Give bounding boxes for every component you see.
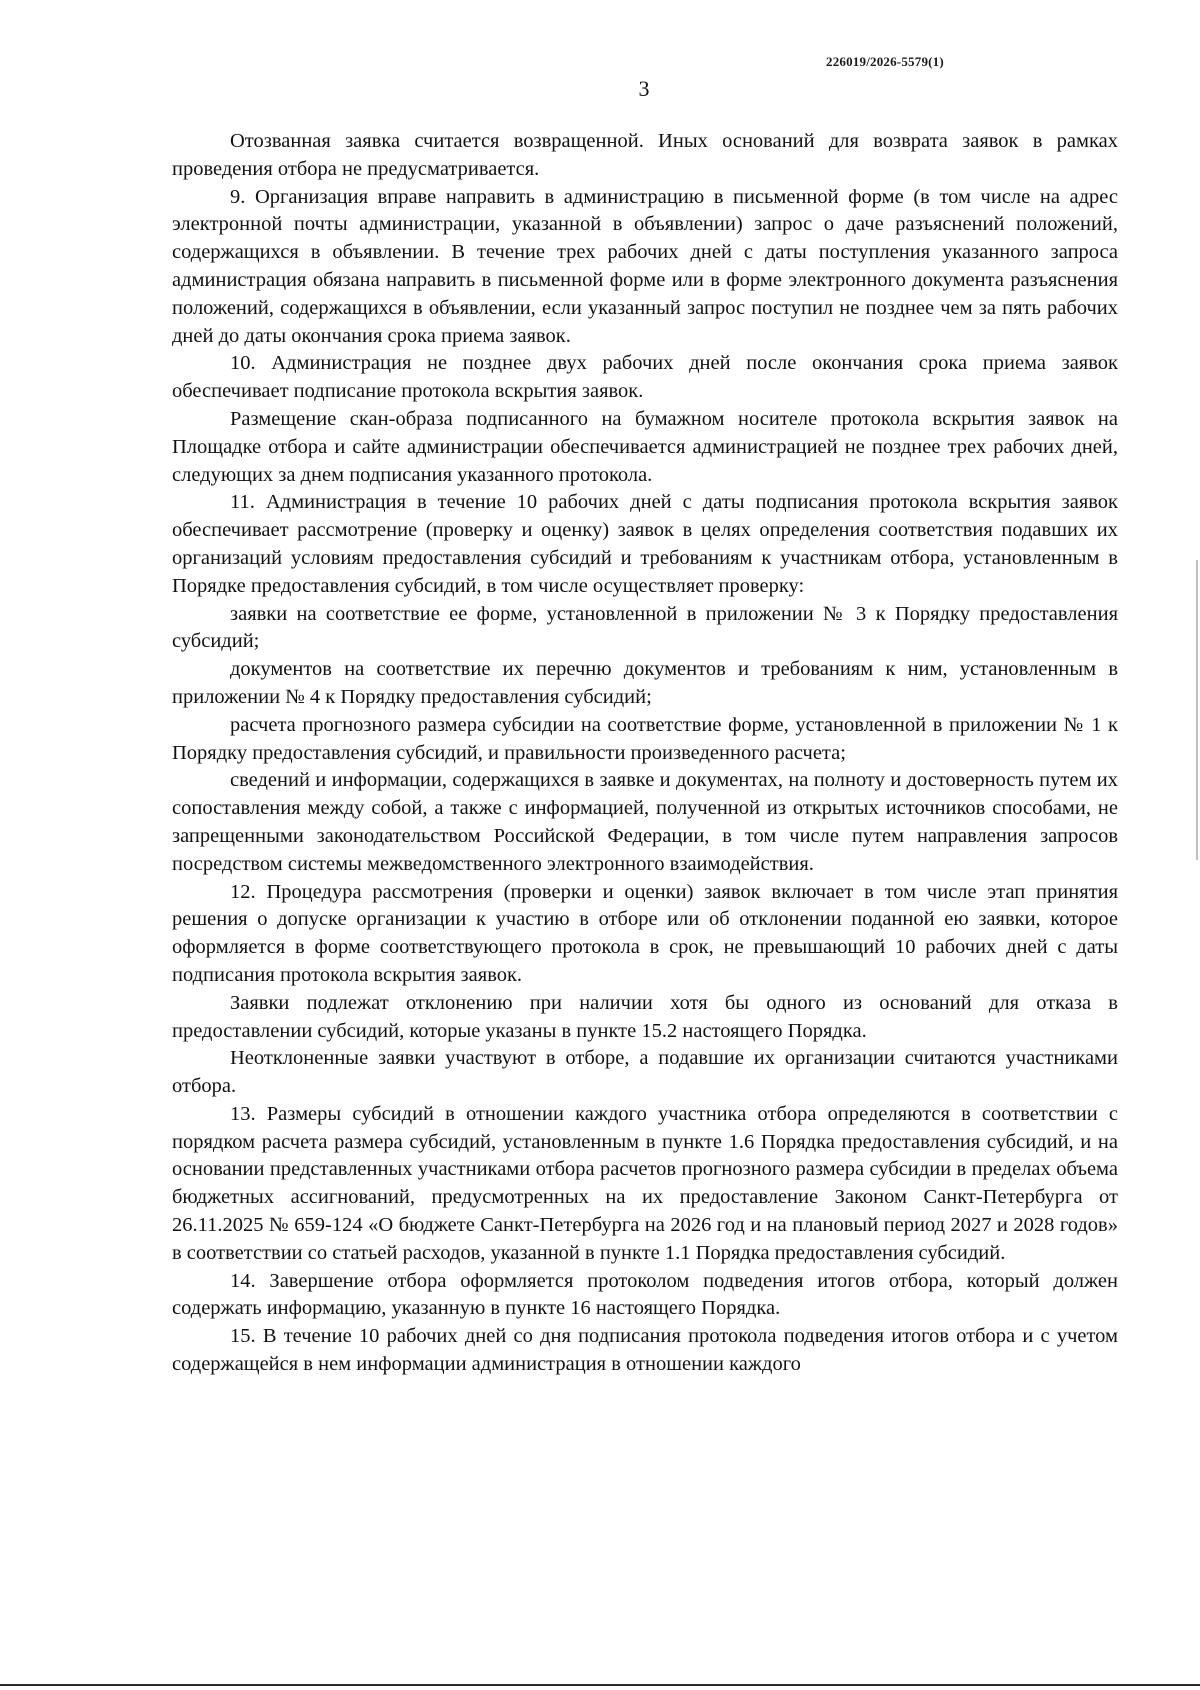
paragraph-protocol-publication: Размещение скан-образа подписанного на бумажном носителе протокола вскрытия заявок на Площадке отбора и сайте администрации обеспечивается администрацией не позднее трех рабочих дней, следующих за днем подписания указанного протокола. [172, 407, 1118, 486]
page-number: 3 [638, 76, 650, 101]
paragraph-14-completion: 14. Завершение отбора оформляется протоколом подведения итогов отбора, который должен содержать информацию, указанную в пункте 16 настоящего Порядка. [172, 1269, 1118, 1320]
paragraph-check-documents: документов на соответствие их перечню документов и требованиям к ним, установленным в приложении № 4 к Порядку предоставления субсидий; [172, 658, 1118, 708]
paragraph-9-clarification-request: 9. Организация вправе направить в администрацию в письменной форме (в том числе на адрес электронной почты администрации, указанной в объявлении) запрос о даче разъяснений положений, содержащихся в объявлении. В течение трех рабочих дней с даты поступления указанного запроса администрация обязана направить в письменной форме или в форме электронного документа разъяснения положений, содержащихся в объявлении, если указанный запрос поступил не позднее чем за пять рабочих дней до даты окончания срока приема заявок. [172, 185, 1118, 347]
document-registration-number: 226019/2026-5579(1) [826, 54, 944, 69]
document-body [172, 128, 1118, 1379]
paragraph-11-review: 11. Администрация в течение 10 рабочих дней с даты подписания протокола вскрытия заявок обеспечивает рассмотрение (проверку и оценку) заявок в целях определения соответствия подавших их организаций условиям предоставления субсидий и требованиям к участникам отбора, установленным в Порядке предоставления субсидий, в том числе осуществляет проверку: [172, 491, 1118, 597]
paragraph-15-decision: 15. В течение 10 рабочих дней со дня подписания протокола подведения итогов отбора и с учетом содержащейся в нем информации администрация в отношении каждого [172, 1325, 1118, 1376]
paragraph-check-application-form: заявки на соответствие ее форме, установленной в приложении № 3 к Порядку предоставления субсидий; [172, 602, 1118, 653]
scan-edge-bottom [0, 1684, 1200, 1686]
paragraph-13-subsidy-size: 13. Размеры субсидий в отношении каждого участника отбора определяются в соответствии с порядком расчета размера субсидий, установленным в пункте 1.6 Порядка предоставления субсидий, и на основании представленных участниками отбора расчетов прогнозного размера субсидии в пределах объема бюджетных ассигнований, предусмотренных на их предоставление Законом Санкт-Петербурга от 26.11.2025 № 659-124 «О бюджете Санкт-Петербурга на 2026 год и на плановый период 2027 и 2028 годов» в соответствии со статьей расходов, указанной в пункте 1.1 Порядка предоставления субсидий. [172, 1102, 1118, 1264]
paragraph-rejection-grounds: Заявки подлежат отклонению при наличии хотя бы одного из оснований для отказа в предоставлении субсидий, которые указаны в пункте 15.2 настоящего Порядка. [172, 991, 1118, 1042]
paragraph-12-procedure: 12. Процедура рассмотрения (проверки и оценки) заявок включает в том числе этап принятия решения о допуске организации к участию в отборе или об отклонении поданной ею заявки, которое оформляется в форме соответствующего протокола в срок, не превышающий 10 рабочих дней с даты подписания протокола вскрытия заявок. [172, 880, 1118, 986]
scan-edge-right [1196, 560, 1198, 860]
paragraph-withdrawn-application: Отозванная заявка считается возвращенной. Иных оснований для возврата заявок в рамках проведения отбора не предусматривается. [172, 130, 1118, 180]
paragraph-check-calculation: расчета прогнозного размера субсидии на соответствие форме, установленной в приложении № 1 к Порядку предоставления субсидий, и правильности произведенного расчета; [172, 713, 1118, 764]
paragraph-check-information: сведений и информации, содержащихся в заявке и документах, на полноту и достоверность путем их сопоставления между собой, а также с информацией, полученной из открытых источников способами, не запрещенными законодательством Российской Федерации, в том числе путем направления запросов посредством системы межведомственного электронного взаимодействия. [172, 769, 1118, 875]
paragraph-participants: Неотклоненные заявки участвуют в отборе, а подавшие их организации считаются участниками отбора. [172, 1047, 1118, 1098]
paragraph-10-opening-protocol: 10. Администрация не позднее двух рабочих дней после окончания срока приема заявок обеспечивает подписание протокола вскрытия заявок. [172, 352, 1118, 403]
